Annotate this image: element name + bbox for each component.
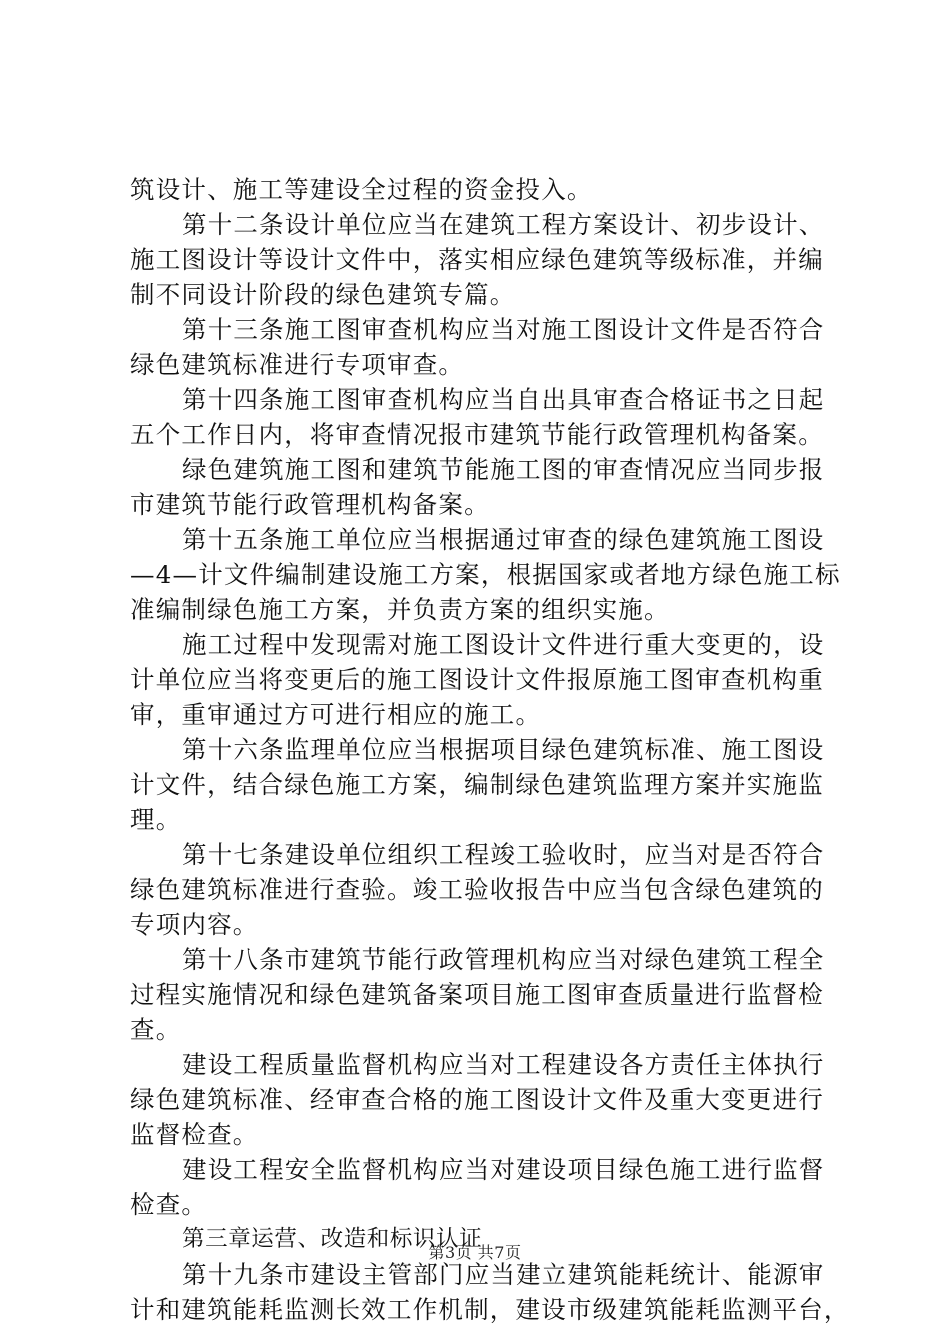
text-line: 第十三条施工图审查机构应当对施工图设计文件是否符合 <box>182 315 825 344</box>
text-line: 计文件，结合绿色施工方案，编制绿色建筑监理方案并实施监 <box>130 770 824 799</box>
page-footer: 第3页 共7页 <box>428 1243 522 1262</box>
chapter-heading: 第三章运营、改造和标识认证 <box>182 1226 483 1252</box>
text-line: 第十四条施工图审查机构应当自出具审查合格证书之日起 <box>182 385 825 414</box>
text-line: 施工图设计等设计文件中，落实相应绿色建筑等级标准，并编 <box>130 245 824 274</box>
document-body <box>130 172 850 1327</box>
text-line: 绿色建筑标准进行查验。竣工验收报告中应当包含绿色建筑的 <box>130 875 824 904</box>
text-line: 市建筑节能行政管理机构备案。 <box>130 490 490 519</box>
text-line: 监督检查。 <box>130 1120 259 1149</box>
text-line: 过程实施情况和绿色建筑备案项目施工图审查质量进行监督检 <box>130 980 824 1009</box>
text-line: 第十六条监理单位应当根据项目绿色建筑标准、施工图设 <box>182 735 825 764</box>
text-line: 计单位应当将变更后的施工图设计文件报原施工图审查机构重 <box>130 665 824 694</box>
text-line: 专项内容。 <box>130 910 259 939</box>
text-line: 审，重审通过方可进行相应的施工。 <box>130 700 542 729</box>
text-line: 施工过程中发现需对施工图设计文件进行重大变更的，设 <box>182 630 825 659</box>
text-line: 第十七条建设单位组织工程竣工验收时，应当对是否符合 <box>182 840 825 869</box>
text-line: 准编制绿色施工方案，并负责方案的组织实施。 <box>130 595 670 624</box>
text-line: 绿色建筑标准进行专项审查。 <box>130 350 465 379</box>
text-line: 第十八条市建筑节能行政管理机构应当对绿色建筑工程全 <box>182 945 825 974</box>
text-line: 查。 <box>130 1015 182 1044</box>
text-line: 绿色建筑标准、经审查合格的施工图设计文件及重大变更进行 <box>130 1085 824 1114</box>
text-line: 绿色建筑施工图和建筑节能施工图的审查情况应当同步报 <box>182 455 825 484</box>
text-line: 检查。 <box>130 1190 208 1219</box>
text-line: 建设工程安全监督机构应当对建设项目绿色施工进行监督 <box>182 1155 825 1184</box>
text-line: 第十九条市建设主管部门应当建立建筑能耗统计、能源审 <box>182 1260 825 1289</box>
text-line: 计和建筑能耗监测长效工作机制，建设市级建筑能耗监测平台， <box>130 1295 850 1324</box>
text-line: 第十二条设计单位应当在建筑工程方案设计、初步设计、 <box>182 210 825 239</box>
text-line: 制不同设计阶段的绿色建筑专篇。 <box>130 280 516 309</box>
text-line: 筑设计、施工等建设全过程的资金投入。 <box>130 175 593 204</box>
text-line: 理。 <box>130 805 182 834</box>
text-line: 建设工程质量监督机构应当对工程建设各方责任主体执行 <box>182 1050 825 1079</box>
text-line: —4—计文件编制建设施工方案，根据国家或者地方绿色施工标 <box>130 560 841 589</box>
text-line: 五个工作日内，将审查情况报市建筑节能行政管理机构备案。 <box>130 420 824 449</box>
text-line: 第十五条施工单位应当根据通过审查的绿色建筑施工图设 <box>182 525 825 554</box>
